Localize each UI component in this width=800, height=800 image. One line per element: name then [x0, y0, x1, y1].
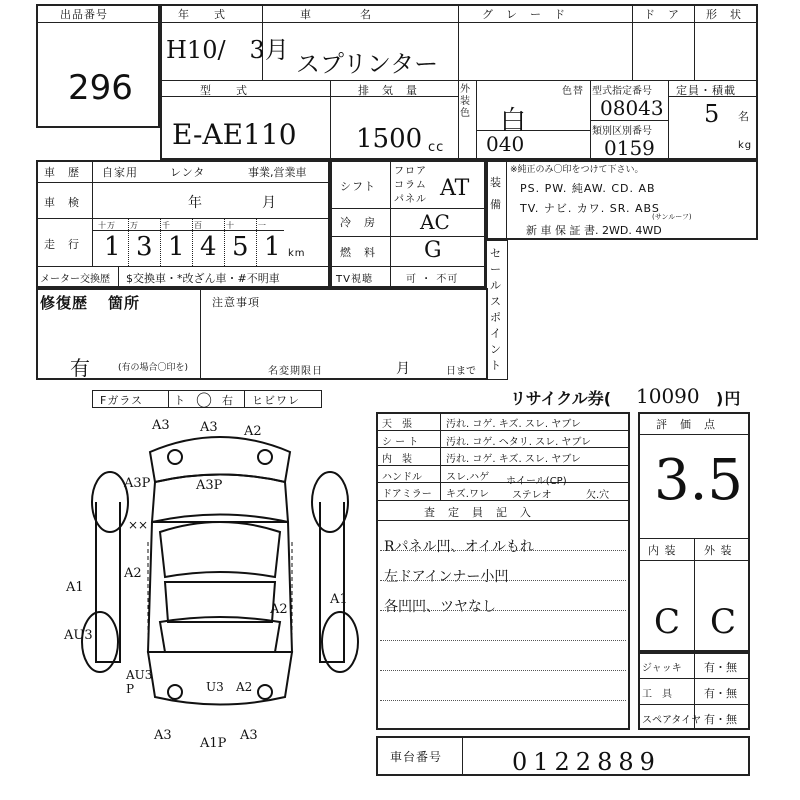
recycle-unit: )円 — [716, 389, 742, 408]
mark-a2-right: A2 — [270, 602, 288, 617]
interior-row-label: ドアミラー — [382, 489, 432, 501]
mileage-digit-label: 万 — [130, 221, 139, 230]
sales-point-label: セールスポイント — [490, 247, 502, 372]
mark-u3-rear: U3 — [206, 680, 224, 694]
lot-number: 296 — [68, 68, 133, 108]
accessory-label: スペアタイヤ — [642, 715, 702, 726]
shape-label: 形 状 — [706, 8, 742, 21]
mark-a1-left: A1 — [66, 580, 84, 595]
equipment-row2: TV. ナビ. カワ. SR. ABS — [520, 202, 660, 215]
mark-xx: ×× — [128, 518, 149, 532]
mark-a3-rear-left: A3 — [154, 728, 172, 743]
sunroof-hint: (サンルーフ) — [652, 213, 692, 221]
mark-a1p-rear: A1P — [200, 736, 227, 751]
capacity-unit: 名 — [738, 110, 750, 123]
interior-row-options: 汚れ. コゲ. キズ. スレ. ヤブレ — [446, 419, 581, 430]
repair-label: 修復歴 — [40, 294, 89, 312]
model-value: E-AE110 — [172, 118, 297, 151]
exterior-grade-label: 外 装 — [704, 544, 733, 557]
accessory-value: 有・無 — [704, 687, 737, 700]
mark-au3p-left: AU3 P — [126, 668, 153, 696]
capacity-label: 定員・積載 — [676, 84, 736, 97]
ac-label: 冷 房 — [340, 216, 376, 229]
shift-opt-column: コラム — [394, 180, 427, 191]
tv-options: 可 ・ 不可 — [406, 274, 459, 285]
accessory-value: 有・無 — [704, 713, 737, 726]
notes-label: 注意事項 — [212, 296, 260, 309]
score-label: 評 価 点 — [656, 418, 716, 431]
wheel-label: ホイール(CP) — [506, 476, 567, 487]
deadline-label: 名変期限日 — [268, 366, 323, 377]
remark-3: 各凹凹、ツヤなし — [384, 599, 496, 615]
glass-left: ト — [174, 394, 186, 407]
mark-a2-front: A2 — [244, 424, 262, 439]
displacement-value: 1500 — [356, 124, 423, 154]
shift-opt-floor: フロア — [394, 166, 427, 177]
mark-a3-top: A3 — [200, 420, 218, 435]
missing-label: 欠.穴 — [586, 490, 610, 501]
score-value: 3.5 — [654, 448, 744, 513]
inspection-label: 車 検 — [44, 196, 80, 209]
mileage-label: 走 行 — [44, 238, 80, 251]
color-no-value: 040 — [486, 132, 525, 156]
grade-label: グ レ ー ド — [482, 8, 566, 21]
repair-location-label: 箇所 — [108, 294, 141, 312]
type-cert-label: 型式指定番号 — [592, 86, 652, 97]
usage-opt-rental: レンタ — [170, 166, 206, 179]
interior-grade-label: 内 装 — [648, 544, 677, 557]
deadline-month: 月 — [396, 361, 411, 377]
load-unit: kg — [738, 140, 753, 151]
glass-mark: 〇 — [196, 391, 213, 410]
model-label: 型 式 — [200, 84, 248, 97]
shift-value: AT — [440, 176, 470, 201]
glass-right: 右 — [222, 394, 234, 407]
inspection-month-unit: 月 — [262, 195, 277, 211]
mileage-digit: 1 — [104, 232, 121, 262]
car-name-label: 車 名 — [300, 8, 372, 21]
equipment-note: ※純正のみ〇印をつけて下さい。 — [510, 165, 644, 175]
ext-color-label: 外装色 — [460, 84, 471, 119]
displacement-label: 排 気 量 — [358, 84, 418, 97]
exterior-grade: C — [710, 602, 737, 642]
glass-f: Fガラス — [100, 394, 143, 407]
mileage-digit-label: 十万 — [98, 221, 116, 230]
repair-value: 有 — [70, 356, 90, 380]
mark-au3-left: AU3 — [64, 628, 93, 643]
mileage-digit: 5 — [232, 232, 249, 262]
mark-a1-right: A1 — [330, 592, 348, 607]
mileage-digit-label: 十 — [226, 221, 235, 230]
color-change-label: 色替 — [562, 86, 584, 97]
capacity-value: 5 — [704, 100, 720, 128]
interior-row-options: スレ.ハゲ — [446, 471, 490, 483]
shift-label: シフト — [340, 180, 376, 193]
mileage-digit: 1 — [168, 232, 185, 262]
interior-grade: C — [654, 602, 681, 642]
mark-a2-rear: A2 — [236, 680, 253, 694]
mileage-digit: 3 — [136, 232, 153, 262]
repair-hint: (有の場合〇印を) — [118, 363, 189, 373]
tv-label: TV視聴 — [336, 274, 373, 285]
accessory-value: 有・無 — [704, 661, 737, 674]
interior-row-label: シ ー ト — [382, 436, 419, 448]
year-value: H10/ 3月 — [166, 36, 289, 64]
doors-label: ド ア — [644, 8, 680, 21]
meter-options: $交換車・*改ざん車・#不明車 — [126, 272, 280, 285]
accessory-label: ジャッキ — [642, 663, 682, 674]
displacement-unit: cc — [428, 140, 445, 155]
glass-crack: ヒビワレ — [252, 394, 300, 407]
fuel-value: G — [424, 238, 442, 263]
chassis-label: 車台番号 — [390, 750, 443, 764]
fuel-label: 燃 料 — [340, 246, 376, 259]
deadline-day: 日まで — [446, 366, 476, 377]
recycle-label: リサイクル券( — [510, 389, 612, 408]
usage-label: 車 歴 — [44, 166, 80, 179]
color-value: 白 — [500, 106, 527, 136]
equipment-row3: 新 車 保 証 書. 2WD. 4WD — [526, 224, 662, 237]
mileage-digit: 1 — [264, 232, 281, 262]
stereo-label: ステレオ — [512, 490, 552, 501]
equipment-label: 装備 — [490, 176, 502, 211]
interior-row-label: 天 張 — [382, 419, 412, 430]
lot-number-label: 出品番号 — [60, 8, 108, 21]
equipment-row1: PS. PW. 純AW. CD. AB — [520, 182, 656, 195]
mileage-digit-label: 百 — [194, 221, 203, 230]
interior-row-options: 汚れ. コゲ. ヘタリ. スレ. ヤブレ — [446, 436, 592, 448]
mileage-digit-label: 一 — [258, 221, 267, 230]
mark-a3-front: A3 — [152, 418, 170, 433]
meter-label: メーター交換歴 — [40, 274, 110, 285]
car-diagram — [60, 412, 380, 752]
recycle-value: 10090 — [636, 384, 700, 408]
car-name-value: スプリンター — [296, 50, 439, 78]
usage-opt-business: 事業,営業車 — [248, 166, 307, 179]
class-label: 類別区別番号 — [592, 126, 652, 137]
remark-1: Rパネル凹、オイルもれ — [384, 539, 534, 555]
mark-a3p-hood: A3P — [196, 478, 223, 493]
accessory-label: 工 具 — [642, 689, 672, 700]
mileage-unit: km — [288, 248, 306, 259]
class-value: 0159 — [604, 136, 655, 160]
shift-opt-panel: パネル — [394, 194, 427, 205]
mileage-digit: 4 — [200, 232, 217, 262]
usage-opt-private: 自家用 — [102, 166, 138, 179]
chassis-value: 0122889 — [512, 748, 661, 776]
type-cert-value: 08043 — [600, 96, 664, 120]
mark-a2-left: A2 — [124, 566, 142, 581]
interior-row-label: ハンドル — [382, 471, 422, 483]
mark-a3p-left: A3P — [124, 476, 151, 491]
mark-a3-rear-right: A3 — [240, 728, 258, 743]
interior-row-label: 内 装 — [382, 454, 412, 466]
repair-box — [36, 288, 488, 380]
inspection-year-unit: 年 — [188, 195, 203, 211]
ac-value: AC — [420, 210, 450, 234]
remark-2: 左ドアインナー小凹 — [384, 569, 509, 585]
interior-row-options: 汚れ. コゲ. キズ. スレ. ヤブレ — [446, 454, 581, 466]
mileage-digit-label: 千 — [162, 221, 171, 230]
year-label: 年 式 — [178, 8, 226, 21]
interior-row-options: キズ.ワレ — [446, 489, 489, 501]
remarks-label: 査 定 員 記 入 — [424, 506, 532, 519]
